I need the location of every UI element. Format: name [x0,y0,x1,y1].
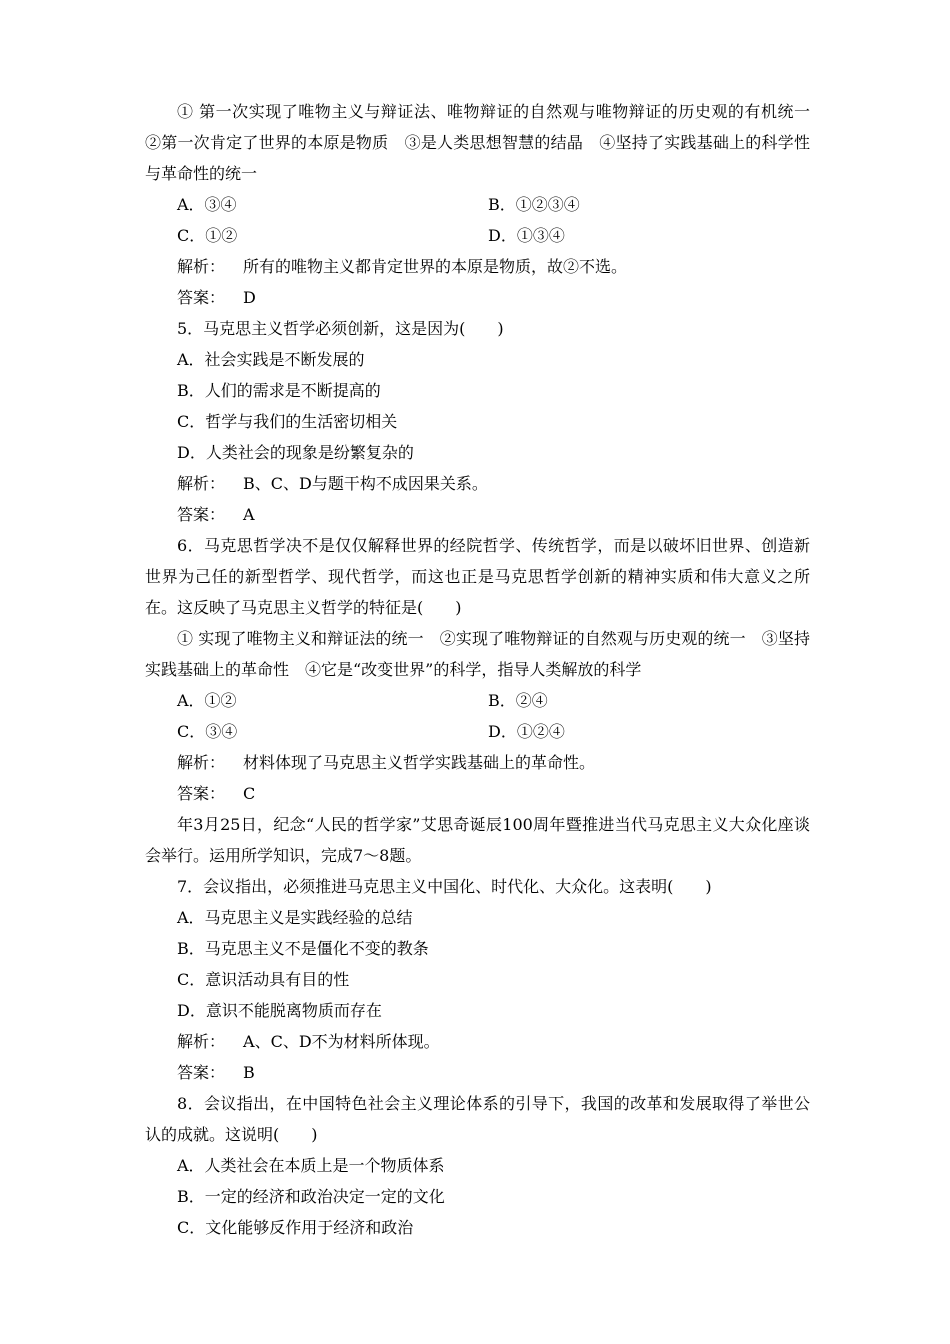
q6-statements: ① 实现了唯物主义和辩证法的统一 ②实现了唯物辩证的自然观与历史观的统一 ③坚持实践基础上的革命性 ④它是“改变世界”的科学，指导人类解放的科学 [145,629,810,679]
q5-option-d: D．人类社会的现象是纷繁复杂的 [177,443,414,462]
q7-option-d: D．意识不能脱离物质而存在 [177,1001,382,1020]
q6-option-c: C．③④ [177,722,238,741]
q5-option-b: B．人们的需求是不断提高的 [177,381,381,400]
q4-option-a: A．③④ [177,195,237,214]
q5-analysis-text: B、C、D与题干构不成因果关系。 [243,474,488,493]
q4-analysis-label: 解析： [177,257,226,276]
q7-answer-value: B [243,1063,255,1082]
q4-option-d: D．①③④ [488,226,565,245]
q5-answer-value: A [243,505,255,524]
q4-analysis [145,251,810,282]
q5-stem: 5．马克思主义哲学必须创新，这是因为( ) [177,319,504,338]
q4-statements: ① 第一次实现了唯物主义与辩证法、唯物辩证的自然观与唯物辩证的历史观的有机统一 ②第一次肯定了世界的本原是物质 ③是人类思想智慧的结晶 ④坚持了实践基础上的科学性与革命性的统一 [145,102,827,183]
q5-option-c: C．哲学与我们的生活密切相关 [177,412,398,431]
q7-option-b: B．马克思主义不是僵化不变的教条 [177,939,429,958]
q8-option-a: A．人类社会在本质上是一个物质体系 [177,1156,445,1175]
q6-answer-value: C [243,784,256,803]
q4-analysis-text: 所有的唯物主义都肯定世界的本原是物质，故②不选。 [243,257,628,276]
q7-answer [145,1057,810,1088]
material-7-8: 年3月25日，纪念“人民的哲学家”艾思奇诞辰100周年暨推进当代马克思主义大众化座谈会举行。运用所学知识，完成7～8题。 [145,815,810,865]
q4-option-c: C．①② [177,226,238,245]
q5-answer-label: 答案： [177,505,226,524]
q6-option-b: B．②④ [488,691,548,710]
q7-analysis-label: 解析： [177,1032,226,1051]
q6-answer-label: 答案： [177,784,226,803]
q7-option-a: A．马克思主义是实践经验的总结 [177,908,413,927]
q4-answer-value: D [243,288,256,307]
q7-answer-label: 答案： [177,1063,226,1082]
q6-answer [145,778,810,809]
q6-option-a: A．①② [177,691,237,710]
q5-answer [145,499,810,530]
q8-option-c: C．文化能够反作用于经济和政治 [177,1218,414,1237]
q5-analysis-label: 解析： [177,474,226,493]
q5-option-a: A．社会实践是不断发展的 [177,350,365,369]
q6-stem: 6．马克思哲学决不是仅仅解释世界的经院哲学、传统哲学，而是以破坏旧世界、创造新世界为己任的新型哲学、现代哲学，而这也正是马克思哲学创新的精神实质和伟大意义之所在。这反映了马克思主义哲学的特征是( ) [145,536,810,617]
q6-option-d: D．①②④ [488,722,565,741]
q6-options-row-1 [145,685,810,716]
q4-answer [145,282,810,313]
q4-option-b: B．①②③④ [488,195,580,214]
q6-analysis-text: 材料体现了马克思主义哲学实践基础上的革命性。 [243,753,596,772]
q7-option-c: C．意识活动具有目的性 [177,970,350,989]
q4-options-row-2 [145,220,810,251]
q6-analysis-label: 解析： [177,753,226,772]
q4-options-row-1 [145,189,810,220]
q7-analysis-text: A、C、D不为材料所体现。 [243,1032,440,1051]
q4-answer-label: 答案： [177,288,226,307]
q7-analysis [145,1026,810,1057]
q6-analysis [145,747,810,778]
q8-stem: 8．会议指出，在中国特色社会主义理论体系的引导下，我国的改革和发展取得了举世公认的成就。这说明( ) [145,1094,810,1144]
q6-options-row-2 [145,716,810,747]
document-page [145,96,827,1243]
q8-option-b: B．一定的经济和政治决定一定的文化 [177,1187,445,1206]
q7-stem: 7．会议指出，必须推进马克思主义中国化、时代化、大众化。这表明( ) [177,877,712,896]
q5-analysis [145,468,810,499]
